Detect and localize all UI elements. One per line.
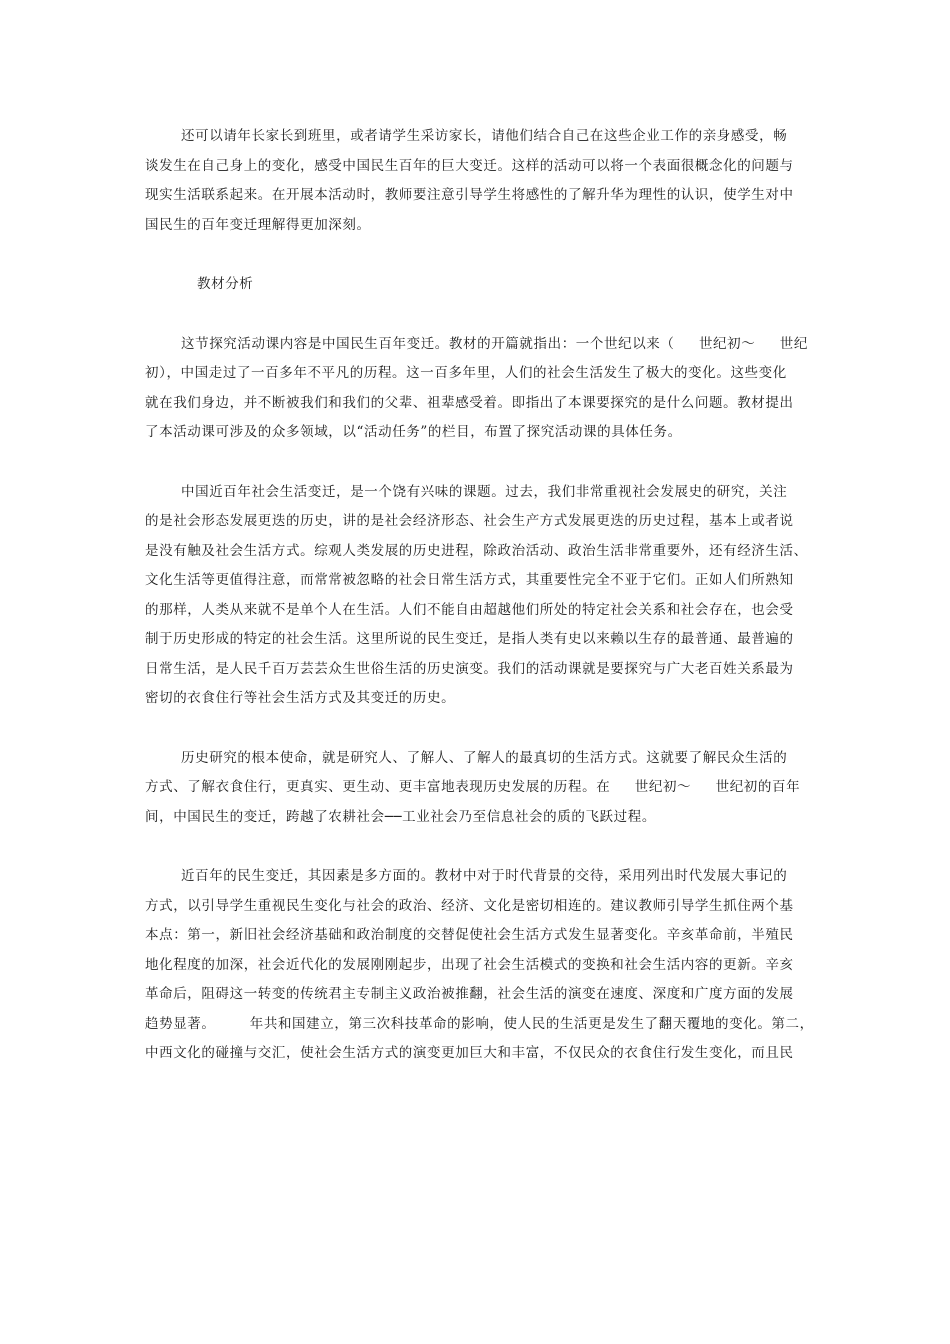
text-line: 这节探究活动课内容是中国民生百年变迁。教材的开篇就指出：一个世纪以来（ 世纪初～ 世纪 (181, 335, 809, 352)
text-line: 的那样，人类从来就不是单个人在生活。人们不能自由超越他们所处的特定社会关系和社会存在，也会受 (145, 601, 794, 618)
paragraph-2 (145, 330, 809, 448)
text-line: 的是社会形态发展更迭的历史，讲的是社会经济形态、社会生产方式发展更迭的历史过程，基本上或者说 (145, 513, 794, 529)
section-heading: 教材分析 (197, 276, 254, 292)
text-line: 日常生活，是人民千百万芸芸众生世俗生活的历史演变。我们的活动课就是要探究与广大老百姓关系最为 (145, 660, 794, 677)
text-line: 近百年的民生变迁，其因素是多方面的。教材中对于时代背景的交待，采用列出时代发展大事记的 (181, 868, 788, 884)
text-line: 趋势显著。 年共和国建立，第三次科技革命的影响，使人民的生活更是发生了翻天覆地的变化。第二， (145, 1015, 814, 1032)
text-line: 还可以请年长家长到班里，或者请学生采访家长，请他们结合自己在这些企业工作的亲身感受，畅 (181, 128, 788, 144)
text-line: 制于历史形成的特定的社会生活。这里所说的民生变迁，是指人类有史以来赖以生存的最普通、最普遍的 (145, 631, 794, 647)
text-line: 现实生活联系起来。在开展本活动时，教师要注意引导学生将感性的了解升华为理性的认识，使学生对中 (145, 187, 794, 203)
text-line: 方式，以引导学生重视民生变化与社会的政治、经济、文化是密切相连的。建议教师引导学生抓住两个基 (145, 897, 794, 914)
text-line: 方式、了解衣食住行，更真实、更生动、更丰富地表现历史发展的历程。在 世纪初～ 世纪初的百年 (145, 779, 801, 795)
text-line: 本点：第一，新旧社会经济基础和政治制度的交替促使社会生活方式发生显著变化。辛亥革命前，半殖民 (145, 927, 794, 943)
document-body (145, 122, 814, 1069)
text-line: 是没有触及社会生活方式。综观人类发展的历史进程，除政治活动、政治生活非常重要外，还有经济生活、 (145, 542, 808, 559)
text-line: 中西文化的碰撞与交汇，使社会生活方式的演变更加巨大和丰富，不仅民众的衣食住行发生变化，而且民 (145, 1045, 794, 1061)
paragraph-1 (145, 122, 805, 240)
text-line: 中国近百年社会生活变迁，是一个饶有兴味的课题。过去，我们非常重视社会发展史的研究，关注 (181, 483, 788, 500)
text-line: 间，中国民生的变迁，跨越了农耕社会──工业社会乃至信息社会的质的飞跃过程。 (145, 808, 656, 825)
text-line: 地化程度的加深，社会近代化的发展刚刚起步，出现了社会生活模式的变换和社会生活内容的更新。辛亥 (145, 956, 794, 973)
text-line: 国民生的百年变迁理解得更加深刻。 (145, 216, 371, 233)
text-line: 历史研究的根本使命，就是研究人、了解人、了解人的最真切的生活方式。这就要了解民众生活的 (181, 749, 788, 766)
text-line: 文化生活等更值得注意，而常常被忽略的社会日常生活方式，其重要性完全不亚于它们。正如人们所熟知 (145, 572, 794, 588)
paragraph-5 (145, 862, 814, 1069)
text-line: 初），中国走过了一百多年不平凡的历程。这一百多年里，人们的社会生活发生了极大的变化。这些变化 (145, 365, 787, 381)
paragraph-4 (145, 744, 805, 833)
text-line: 革命后，阻碍这一转变的传统君主专制主义政治被推翻，社会生活的演变在速度、深度和广度方面的发展 (145, 986, 794, 1002)
paragraph-3 (145, 478, 808, 714)
text-line: 了本活动课可涉及的众多领域，以“活动任务”的栏目，布置了探究活动课的具体任务。 (145, 424, 682, 440)
text-line: 谈发生在自己身上的变化，感受中国民生百年的巨大变迁。这样的活动可以将一个表面很概念化的问题与 (145, 157, 794, 174)
text-line: 就在我们身边，并不断被我们和我们的父辈、祖辈感受着。即指出了本课要探究的是什么问题。教材提出 (145, 394, 794, 411)
text-line: 密切的衣食住行等社会生活方式及其变迁的历史。 (145, 690, 456, 706)
